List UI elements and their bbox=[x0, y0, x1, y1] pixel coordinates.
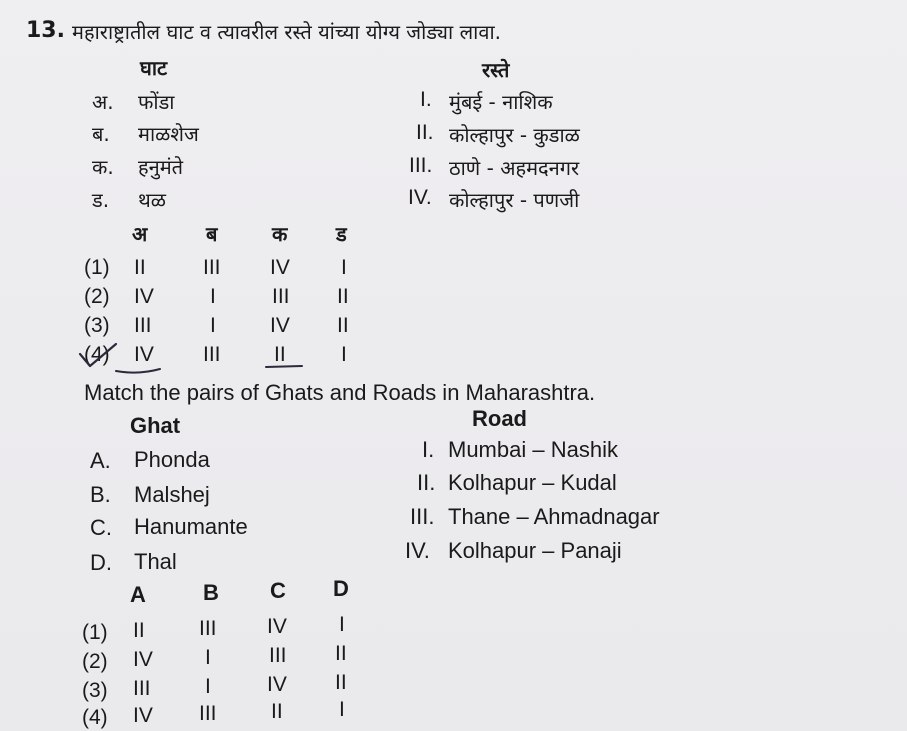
option-number: (2) bbox=[84, 285, 110, 308]
option-value: IV bbox=[267, 615, 287, 638]
option-header: C bbox=[270, 578, 286, 603]
marathi-road-name: मुंबई - नाशिक bbox=[449, 90, 553, 114]
marathi-ghat-label: अ. bbox=[92, 90, 114, 114]
option-value: III bbox=[272, 285, 290, 308]
marathi-ghat-name: फोंडा bbox=[138, 90, 175, 114]
option-value: II bbox=[337, 285, 349, 308]
option-value: IV bbox=[267, 673, 287, 696]
option-value: I bbox=[339, 613, 345, 636]
option-value: III bbox=[199, 617, 217, 640]
option-value: III bbox=[134, 314, 152, 337]
marathi-road-label: I. bbox=[420, 88, 432, 111]
option-value: II bbox=[335, 642, 347, 665]
option-value: I bbox=[341, 256, 347, 279]
option-header: A bbox=[130, 582, 146, 607]
option-value: IV bbox=[270, 256, 290, 279]
option-value: II bbox=[337, 314, 349, 337]
option-number: (4) bbox=[84, 343, 110, 366]
option-header: ब bbox=[206, 222, 218, 246]
option-value: I bbox=[341, 343, 347, 366]
marathi-ghat-name: हनुमंते bbox=[138, 155, 184, 179]
option-number: (2) bbox=[82, 650, 108, 673]
english-road-label: I. bbox=[422, 437, 435, 462]
english-road-name: Mumbai – Nashik bbox=[448, 437, 618, 462]
option-value: II bbox=[133, 619, 145, 642]
option-number: (1) bbox=[82, 621, 108, 644]
option-value: II bbox=[134, 256, 146, 279]
english-ghat-label: A. bbox=[90, 448, 111, 473]
english-ghat-name: Hanumante bbox=[134, 514, 248, 539]
marathi-ghat-label: ड. bbox=[92, 188, 110, 212]
marathi-road-label: II. bbox=[416, 121, 434, 144]
option-header: अ bbox=[132, 222, 148, 246]
english-ghat-label: C. bbox=[90, 515, 112, 540]
option-value: I bbox=[205, 675, 211, 698]
option-value: II bbox=[274, 343, 286, 366]
marathi-road-name: ठाणे - अहमदनगर bbox=[449, 156, 580, 180]
option-number: (3) bbox=[82, 679, 108, 702]
english-road-label: II. bbox=[417, 470, 436, 495]
question-number: 13. bbox=[26, 18, 65, 43]
english-road-name: Thane – Ahmadnagar bbox=[448, 504, 660, 529]
option-number: (1) bbox=[84, 256, 110, 279]
english-ghat-label: B. bbox=[90, 482, 111, 507]
option-value: IV bbox=[133, 648, 153, 671]
option-number: (4) bbox=[82, 706, 108, 729]
option-value: IV bbox=[270, 314, 290, 337]
option-header: क bbox=[272, 222, 288, 246]
marathi-prompt: महाराष्ट्रातील घाट व त्यावरील रस्ते यांच्या योग्य जोड्या लावा. bbox=[72, 20, 501, 44]
option-value: I bbox=[210, 314, 216, 337]
marathi-ghat-label: ब. bbox=[92, 122, 110, 146]
marathi-ghat-label: क. bbox=[92, 155, 114, 179]
option-header: D bbox=[333, 576, 349, 601]
option-number: (3) bbox=[84, 314, 110, 337]
english-ghat-name: Malshej bbox=[134, 482, 210, 507]
option-value: III bbox=[203, 256, 221, 279]
english-ghat-label: D. bbox=[90, 550, 112, 575]
marathi-ghat-name: थळ bbox=[138, 188, 166, 212]
marathi-road-label: IV. bbox=[408, 186, 432, 209]
option-value: II bbox=[271, 700, 283, 723]
english-ghat-name: Thal bbox=[134, 549, 177, 574]
english-ghat-name: Phonda bbox=[134, 447, 210, 472]
marathi-road-name: कोल्हापुर - कुडाळ bbox=[449, 123, 580, 147]
option-value: IV bbox=[134, 285, 154, 308]
option-header: ड bbox=[336, 222, 347, 246]
marathi-col2-header: रस्ते bbox=[482, 58, 510, 82]
option-value: III bbox=[133, 677, 151, 700]
option-value: I bbox=[210, 285, 216, 308]
option-value: III bbox=[199, 702, 217, 725]
option-value: III bbox=[269, 644, 287, 667]
english-road-name: Kolhapur – Kudal bbox=[448, 470, 617, 495]
english-road-label: IV. bbox=[405, 538, 430, 563]
english-col2-header: Road bbox=[472, 406, 527, 431]
option-value: I bbox=[205, 646, 211, 669]
marathi-road-name: कोल्हापुर - पणजी bbox=[449, 188, 580, 212]
option-value: III bbox=[203, 343, 221, 366]
option-value: IV bbox=[133, 704, 153, 727]
option-header: B bbox=[203, 580, 219, 605]
marathi-col1-header: घाट bbox=[140, 56, 168, 80]
marathi-road-label: III. bbox=[409, 154, 433, 177]
option-value: II bbox=[335, 671, 347, 694]
option-value: I bbox=[339, 698, 345, 721]
english-prompt: Match the pairs of Ghats and Roads in Maharashtra. bbox=[84, 380, 596, 405]
english-col1-header: Ghat bbox=[130, 413, 181, 438]
english-road-label: III. bbox=[410, 504, 435, 529]
marathi-ghat-name: माळशेज bbox=[138, 122, 199, 146]
english-road-name: Kolhapur – Panaji bbox=[448, 538, 622, 563]
option-value: IV bbox=[134, 343, 154, 366]
